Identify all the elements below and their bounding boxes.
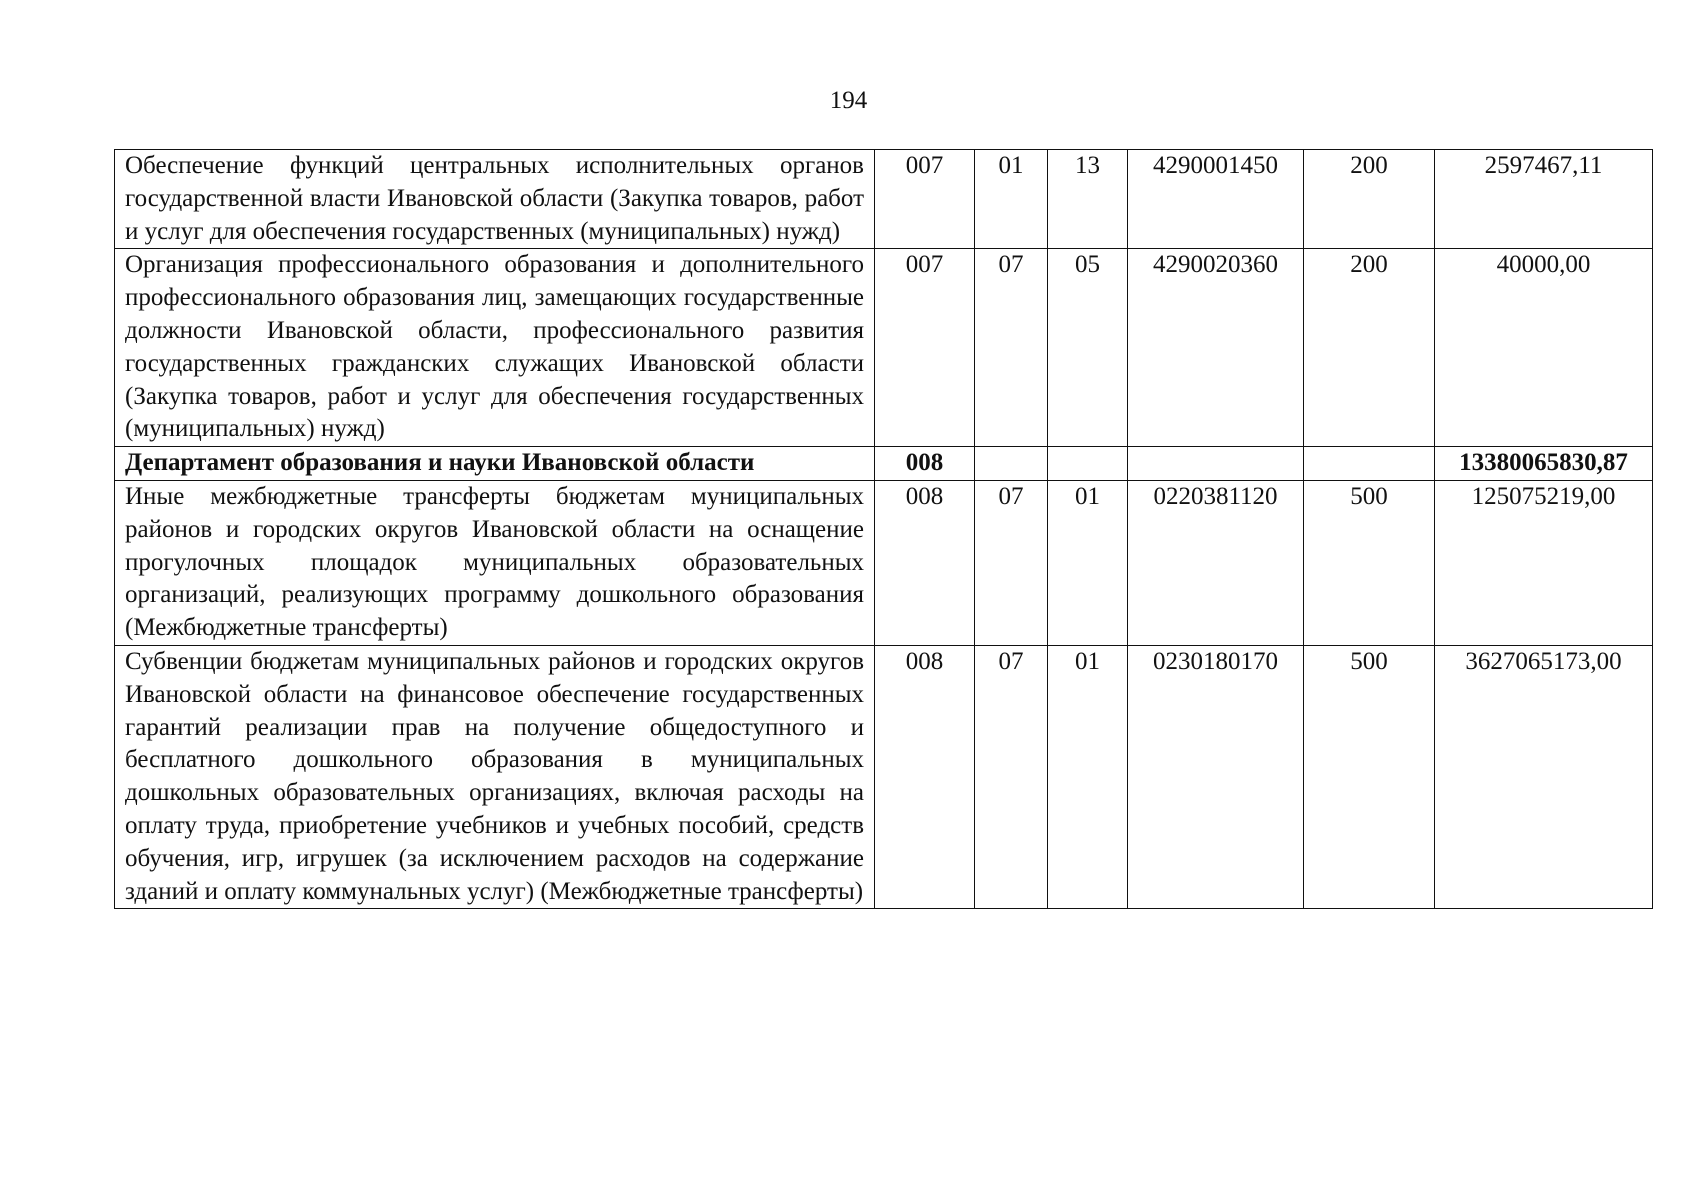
table-row-department bbox=[115, 447, 1653, 481]
row-amount: 2597467,11 bbox=[1435, 150, 1653, 249]
row-description: Департамент образования и науки Ивановской области bbox=[115, 447, 875, 481]
row-admin-code: 007 bbox=[875, 150, 975, 249]
row-description: Обеспечение функций центральных исполнительных органов государственной власти Ивановской области (Закупка товаров, работ и услуг для обеспечения государственных (муниципальных) нужд) bbox=[115, 150, 875, 249]
row-expense-type: 200 bbox=[1304, 249, 1435, 447]
row-amount: 125075219,00 bbox=[1435, 480, 1653, 645]
table-row bbox=[115, 645, 1653, 908]
row-target-code: 4290020360 bbox=[1128, 249, 1304, 447]
table-row bbox=[115, 480, 1653, 645]
row-description: Организация профессионального образования и дополнительного профессионального образования лиц, замещающих государственные должности Ивановской области, профессионального развития государственных гражданских служащих Ивановской области (Закупка товаров, работ и услуг для обеспечения государственных (муниципальных) нужд) bbox=[115, 249, 875, 447]
row-target-code: 0220381120 bbox=[1128, 480, 1304, 645]
row-target-code bbox=[1128, 447, 1304, 481]
row-subsection: 01 bbox=[1048, 645, 1128, 908]
row-section: 01 bbox=[975, 150, 1048, 249]
row-target-code: 0230180170 bbox=[1128, 645, 1304, 908]
row-expense-type bbox=[1304, 447, 1435, 481]
row-section: 07 bbox=[975, 645, 1048, 908]
row-description: Иные межбюджетные трансферты бюджетам муниципальных районов и городских округов Ивановской области на оснащение прогулочных площадок муниципальных образовательных организаций, реализующих программу дошкольного образования (Межбюджетные трансферты) bbox=[115, 480, 875, 645]
row-admin-code: 008 bbox=[875, 480, 975, 645]
row-section bbox=[975, 447, 1048, 481]
row-admin-code: 008 bbox=[875, 645, 975, 908]
row-expense-type: 200 bbox=[1304, 150, 1435, 249]
page-number: 194 bbox=[829, 87, 868, 114]
row-amount: 40000,00 bbox=[1435, 249, 1653, 447]
row-expense-type: 500 bbox=[1304, 480, 1435, 645]
table-row bbox=[115, 150, 1653, 249]
row-subsection bbox=[1048, 447, 1128, 481]
row-subsection: 05 bbox=[1048, 249, 1128, 447]
row-target-code: 4290001450 bbox=[1128, 150, 1304, 249]
row-admin-code: 007 bbox=[875, 249, 975, 447]
row-subsection: 13 bbox=[1048, 150, 1128, 249]
row-subsection: 01 bbox=[1048, 480, 1128, 645]
row-admin-code: 008 bbox=[875, 447, 975, 481]
table-row bbox=[115, 249, 1653, 447]
row-section: 07 bbox=[975, 249, 1048, 447]
row-amount: 13380065830,87 bbox=[1435, 447, 1653, 481]
row-expense-type: 500 bbox=[1304, 645, 1435, 908]
row-section: 07 bbox=[975, 480, 1048, 645]
row-amount: 3627065173,00 bbox=[1435, 645, 1653, 908]
row-description: Субвенции бюджетам муниципальных районов и городских округов Ивановской области на финансовое обеспечение государственных гарантий реализации прав на получение общедоступного и бесплатного дошкольного образования в муниципальных дошкольных образовательных организациях, включая расходы на оплату труда, приобретение учебников и учебных пособий, средств обучения, игр, игрушек (за исключением расходов на содержание зданий и оплату коммунальных услуг) (Межбюджетные трансферты) bbox=[115, 645, 875, 908]
budget-table bbox=[114, 149, 1653, 909]
